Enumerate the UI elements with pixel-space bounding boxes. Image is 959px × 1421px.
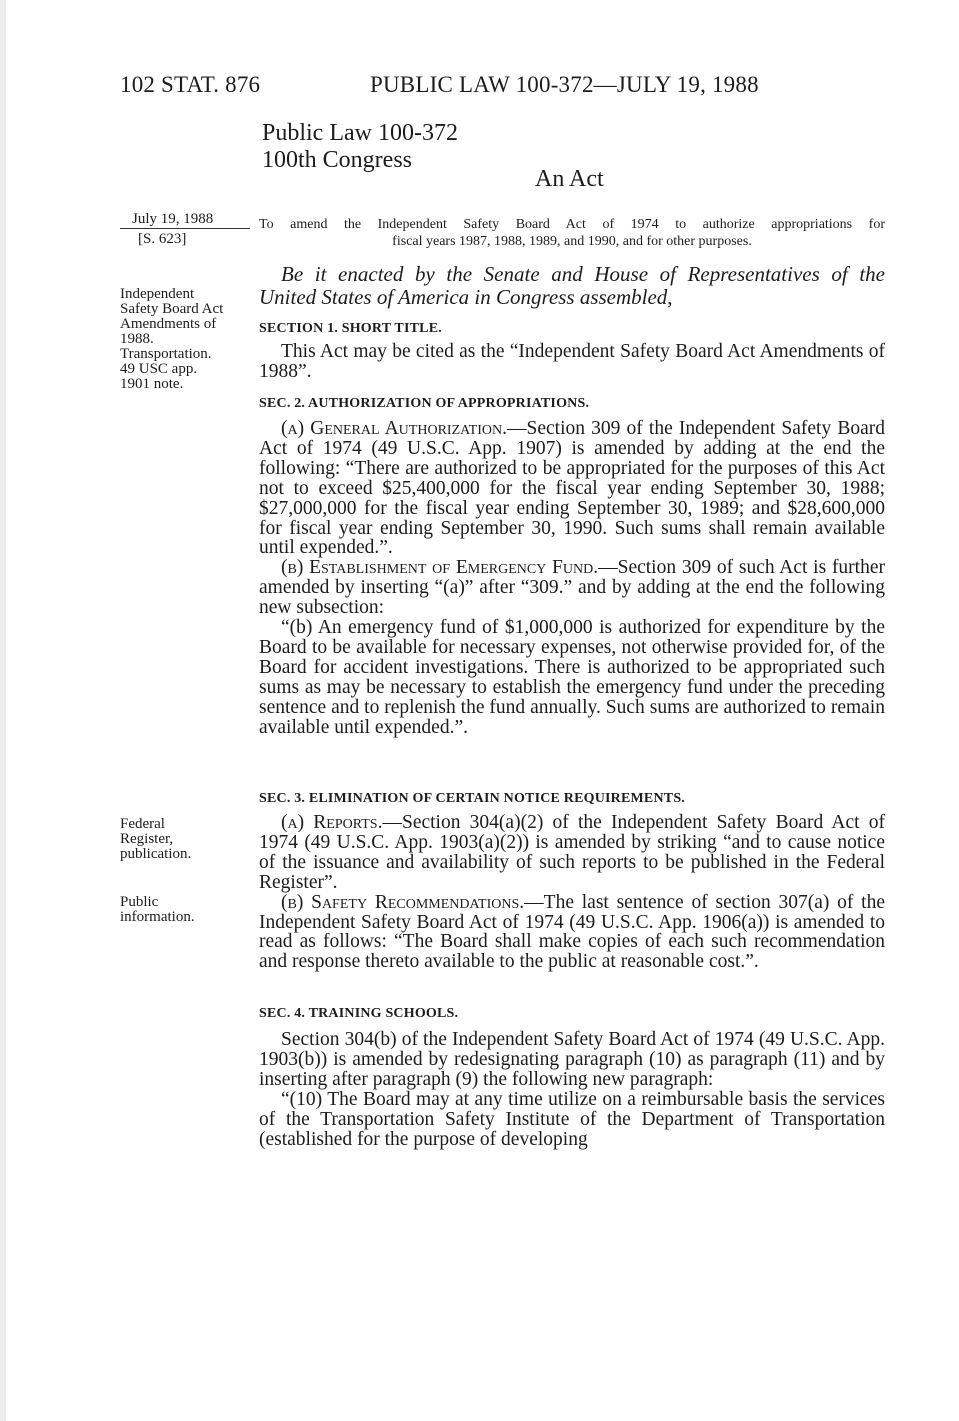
margin-bill-number: [S. 623]: [138, 231, 187, 247]
margin-note-line: 49 USC app.: [120, 361, 198, 377]
section-4-body: [259, 1030, 885, 1149]
section-2b-paragraph: [259, 558, 885, 618]
subsection-label: (a) General Authorization.: [281, 418, 507, 439]
subsection-label: (b) Safety Recommendations.: [281, 891, 525, 913]
section-4-text: Section 304(b) of the Independent Safety Board Act of 1974 (49 U.S.C. App. 1903(b)) is amended by redesignating paragraph (10) as paragraph (11) and by inserting after paragraph (9) the following new paragraph:: [259, 1029, 885, 1090]
section-3b-paragraph: [259, 893, 885, 973]
section-4-heading: SEC. 4. TRAINING SCHOOLS.: [259, 1006, 459, 1021]
section-3a-paragraph: [259, 813, 885, 893]
section-2-body: [259, 419, 885, 738]
margin-note-line: Register,: [120, 831, 174, 847]
margin-date-block: [120, 212, 255, 247]
enacting-line-1: Be it enacted by the Senate and House of Representatives of the: [281, 262, 885, 286]
margin-date: July 19, 1988: [120, 212, 250, 229]
law-title-block: [262, 120, 458, 174]
section-1-text: This Act may be cited as the “Independent Safety Board Act Amendments of 1988”.: [259, 341, 885, 382]
margin-note-line: Public: [120, 894, 159, 910]
subsection-label: (a) Reports.: [281, 812, 383, 833]
subsection-text: —The last sentence of section 307(a) of the Independent Safety Board Act of 1974 (49 U.S.C. App. 1906(a)) is amended to read as follows: “The Board shall make copies of each such recommendation and response thereto available to the public at reasonable cost.”.: [259, 891, 885, 973]
section-4-quoted-text: “(10) The Board may at any time utilize on a reimbursable basis the services of the Transportation Safety Institute of the Department of Transportation (established for the purpose of developing: [259, 1088, 885, 1150]
section-2-heading: SEC. 2. AUTHORIZATION OF APPROPRIATIONS.: [259, 396, 590, 411]
enacting-clause: [259, 263, 885, 309]
margin-note-public-information: [120, 895, 255, 925]
margin-note-line: Federal: [120, 816, 165, 832]
act-purpose: [259, 216, 885, 250]
purpose-line-1: To amend the Independent Safety Board Act of 1974 to authorize appropriations for: [259, 217, 885, 232]
subsection-text: —Section 309 of the Independent Safety Board Act of 1974 (49 U.S.C. App. 1907) is amended by adding at the end the following: “There are authorized to be appropriated for the purposes of this Act not to exceed $25,400,000 for the fiscal year ending September 30, 1988; $27,000,000 for the fiscal year ending September 30, 1989; and $28,600,000 for fiscal year ending September 30, 1990. Such sums shall remain available until expended.”.: [259, 418, 886, 559]
margin-note-line: 1988.: [120, 331, 154, 347]
section-1-body: [259, 342, 885, 382]
margin-note-line: publication.: [120, 846, 192, 862]
margin-note-line: information.: [120, 909, 195, 925]
margin-note-line: Transportation.: [120, 346, 212, 362]
section-2a-paragraph: [259, 419, 885, 558]
margin-note-short-title: [120, 287, 255, 392]
margin-note-line: 1901 note.: [120, 376, 184, 392]
congress-number: 100th Congress: [262, 147, 412, 173]
stat-page-number: 102 STAT. 876: [120, 72, 261, 97]
running-title: PUBLIC LAW 100-372—JULY 19, 1988: [370, 72, 759, 97]
margin-note-line: Safety Board Act: [120, 301, 224, 317]
margin-note-line: Amendments of: [120, 316, 217, 332]
act-label: An Act: [535, 166, 604, 192]
section-3-heading: SEC. 3. ELIMINATION OF CERTAIN NOTICE REQUIREMENTS.: [259, 791, 686, 806]
section-3-body: [259, 813, 885, 972]
section-1-heading: SECTION 1. SHORT TITLE.: [259, 321, 442, 336]
subsection-text: —Section 309 of such Act is further amended by inserting “(a)” after “309.” and by adding at the end the following new subsection:: [259, 557, 885, 619]
purpose-line-2: fiscal years 1987, 1988, 1989, and 1990, and for other purposes.: [392, 234, 752, 249]
section-2b-quoted-text: “(b) An emergency fund of $1,000,000 is authorized for expenditure by the Board to be available for necessary expenses, not otherwise provided for, of the Board for accident investigations. There is authorized to be appropriated such sums as may be necessary to establish the emergency fund under the preceding sentence and to replenish the fund annually. Such sums are authorized to remain available until expended.”.: [259, 617, 885, 738]
margin-note-line: Independent: [120, 286, 195, 302]
subsection-text: —Section 304(a)(2) of the Independent Safety Board Act of 1974 (49 U.S.C. App. 1903(a)(2)) is amended by striking “and to cause notice of the issuance and availability of such reports to be published in the Federal Register”.: [259, 812, 886, 893]
enacting-line-2: United States of America in Congress assembled,: [259, 285, 673, 309]
law-number: Public Law 100-372: [262, 120, 458, 146]
margin-note-federal-register: [120, 817, 255, 862]
page-edge-shadow: [0, 0, 6, 1421]
subsection-label: (b) Establishment of Emergency Fund.: [281, 557, 599, 579]
